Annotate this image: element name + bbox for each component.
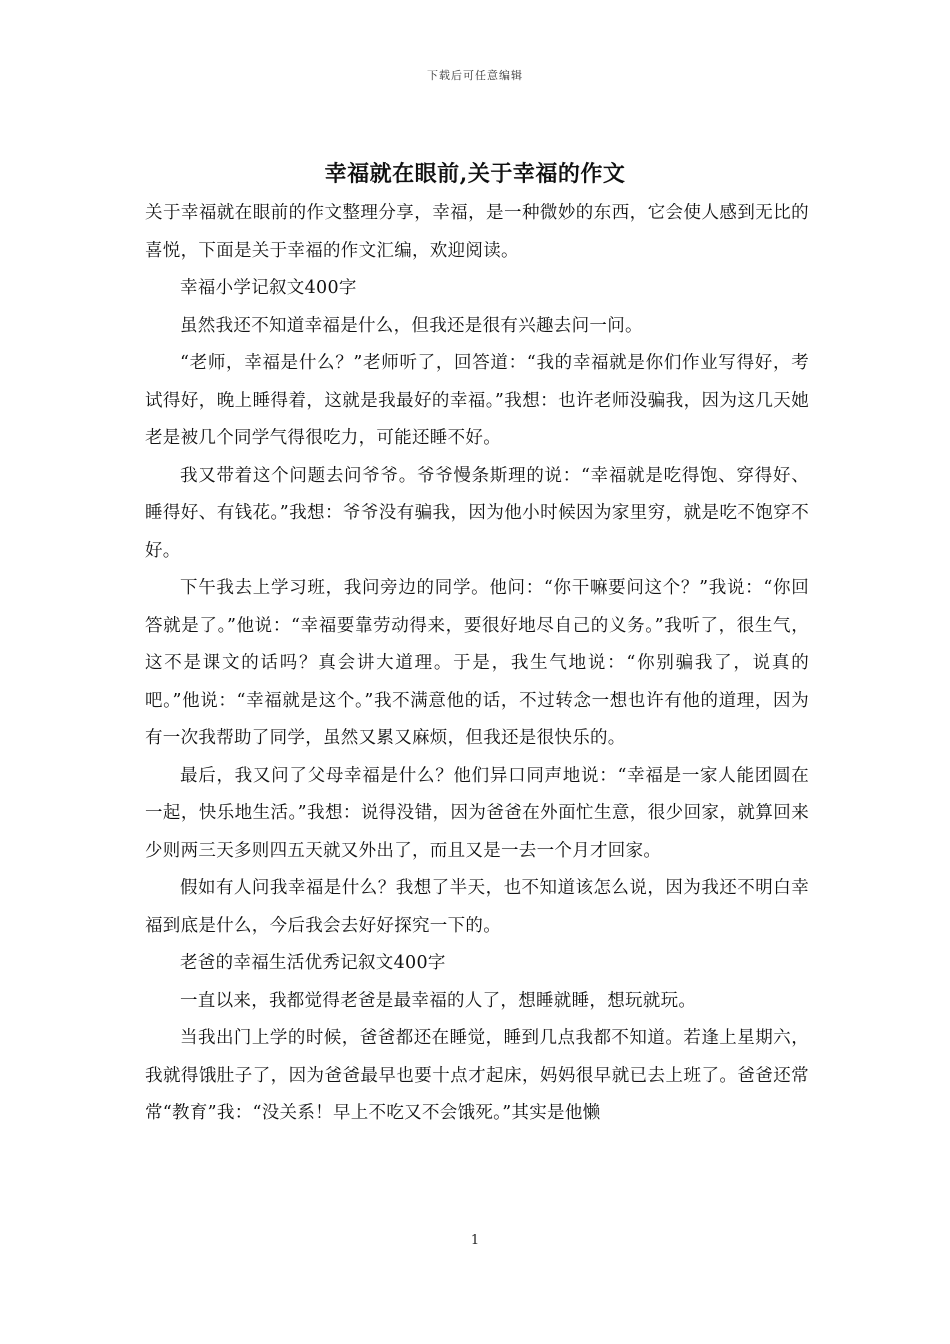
body-paragraph: 最后，我又问了父母幸福是什么？他们异口同声地说：“幸福是一家人能团圆在一起，快乐地生活。”我想：说得没错，因为爸爸在外面忙生意，很少回家，就算回来少则两三天多则四五天就又外出了，而且又是一去一个月才回家。 [145, 765, 809, 861]
section-heading: 老爸的幸福生活优秀记叙文400字 [180, 953, 446, 973]
page-number: 1 [470, 1233, 480, 1248]
body-paragraph: “老师，幸福是什么？”老师听了，回答道：“我的幸福就是你们作业写得好，考试得好，晚上睡得着，这就是我最好的幸福。”我想：也许老师没骗我，因为这几天她老是被几个同学气得很吃力，可能还睡不好。 [145, 353, 809, 448]
body-paragraph: 一直以来，我都觉得老爸是最幸福的人了，想睡就睡，想玩就玩。 [180, 990, 697, 1011]
body-paragraph: 下午我去上学习班，我问旁边的同学。他问：“你干嘛要问这个？”我说：“你回答就是了。”他说：“幸福要靠劳动得来，要很好地尽自己的义务。”我听了，很生气，这不是课文的话吗？真会讲大道理。于是，我生气地说：“你别骗我了，说真的吧。”他说：“幸福就是这个。”我不满意他的话，不过转念一想也许有他的道理，因为有一次我帮助了同学，虽然又累又麻烦，但我还是很快乐的。 [145, 578, 809, 748]
body-paragraph: 假如有人问我幸福是什么？我想了半天，也不知道该怎么说，因为我还不明白幸福到底是什么，今后我会去好好探究一下的。 [145, 878, 809, 936]
document-title: 幸福就在眼前,关于幸福的作文 [324, 161, 626, 187]
body-paragraph: 我又带着这个问题去问爷爷。爷爷慢条斯理的说：“幸福就是吃得饱、穿得好、睡得好、有钱花。”我想：爷爷没有骗我，因为他小时候因为家里穷，就是吃不饱穿不好。 [145, 465, 809, 561]
body-paragraph: 当我出门上学的时候，爸爸都还在睡觉，睡到几点我都不知道。若逢上星期六，我就得饿肚子了，因为爸爸最早也要十点才起床，妈妈很早就已去上班了。爸爸还常常“教育”我：“没关系！早上不吃又不会饿死。”其实是他懒 [145, 1028, 809, 1123]
header-note: 下载后可任意编辑 [427, 69, 523, 82]
intro-paragraph: 关于幸福就在眼前的作文整理分享，幸福，是一种微妙的东西，它会使人感到无比的喜悦，下面是关于幸福的作文汇编，欢迎阅读。 [145, 203, 809, 261]
section-heading: 幸福小学记叙文400字 [180, 278, 357, 298]
document-body [145, 195, 809, 1133]
body-paragraph: 虽然我还不知道幸福是什么，但我还是很有兴趣去问一问。 [180, 315, 643, 336]
